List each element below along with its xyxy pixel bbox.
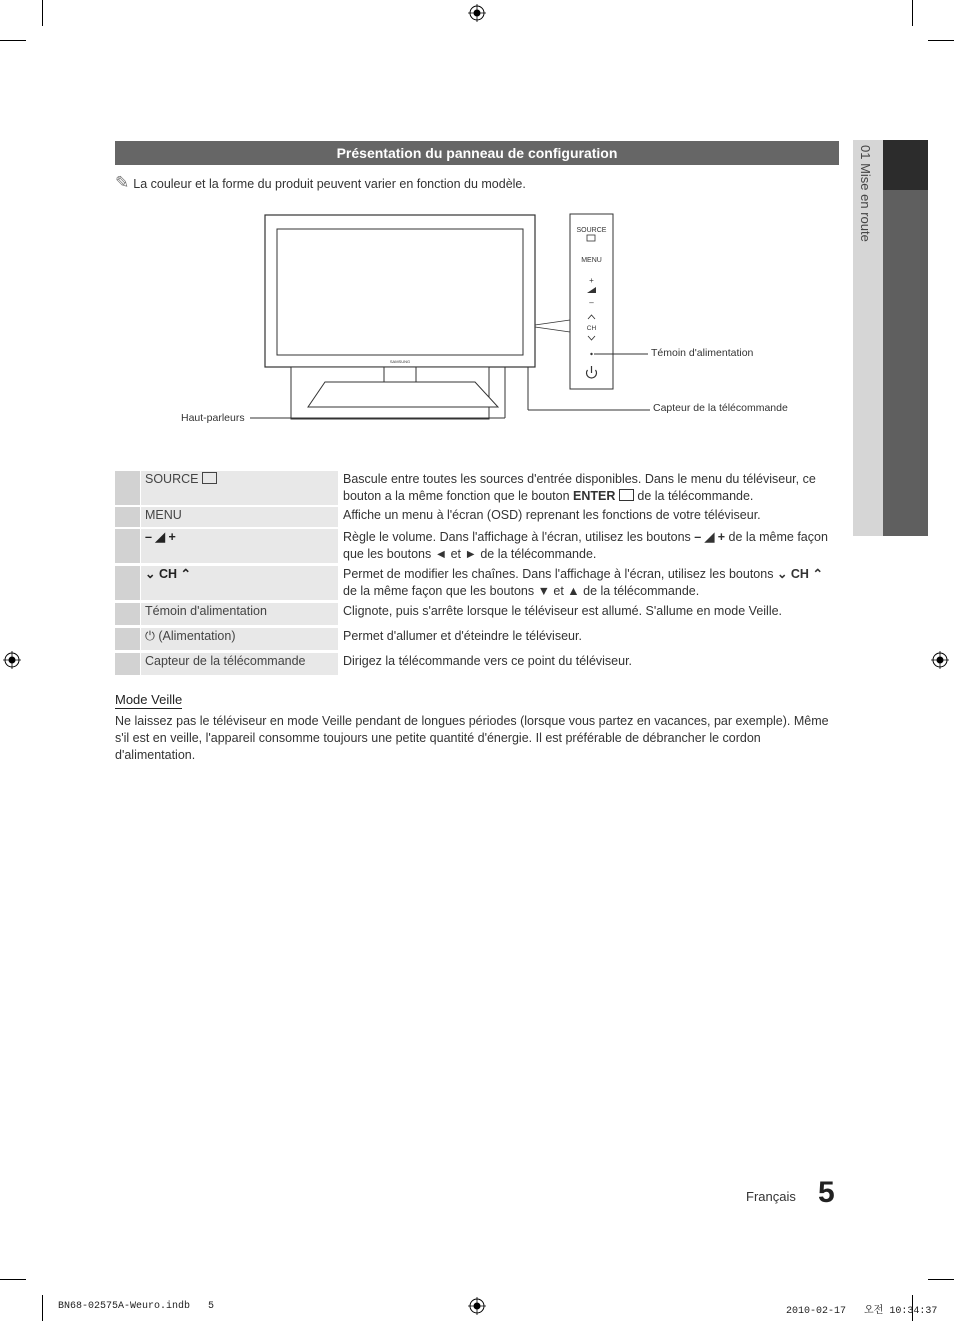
panel-ch-label: CH <box>586 325 597 332</box>
row-desc-end: de la même façon que les boutons ▼ et ▲ de la télécommande. <box>343 584 700 598</box>
row-desc: Règle le volume. Dans l'affichage à l'écran, utilisez les boutons <box>343 530 695 544</box>
panel-minus-label: – <box>589 298 594 307</box>
section-title: Présentation du panneau de configuration <box>115 141 839 165</box>
chevron-down-icon: ⌄ <box>776 567 788 581</box>
mode-veille-title: Mode Veille <box>115 692 183 707</box>
row-desc: Permet d'allumer et d'éteindre le téléviseur. <box>343 629 582 643</box>
row-desc-end: de la télécommande. <box>633 489 754 503</box>
brand-logo: SAMSUNG <box>389 359 411 364</box>
note <box>115 173 526 193</box>
crop-mark <box>0 40 26 41</box>
row-name: MENU <box>141 507 338 527</box>
tv-stand-base <box>308 382 498 407</box>
row-name: (Alimentation) <box>158 629 236 643</box>
crop-mark <box>0 1279 26 1280</box>
callout-capteur: Capteur de la télécommande <box>653 402 788 414</box>
mode-veille-text: Ne laissez pas le téléviseur en mode Veille pendant de longues périodes (lorsque vous partez en vacances, par exemple). Même s'il est en veille, l'appareil consomme toujours une petite quantité d'énergie. Il est préférable de débrancher le cordon d'alimentation. <box>115 714 829 762</box>
print-file-info: BN68-02575A-Weuro.indb 5 <box>58 1301 215 1312</box>
row-name: Témoin d'alimentation <box>141 603 338 625</box>
tv-screen <box>277 229 523 355</box>
page-number: 5 <box>818 1176 835 1209</box>
row-name: – ◢ + <box>141 529 338 563</box>
enter-icon <box>619 489 634 501</box>
callout-temoin: Témoin d'alimentation <box>651 347 754 359</box>
chevron-down-icon: ⌄ <box>145 567 156 581</box>
print-date-info: 2010-02-17 오전 10:34:37 <box>786 1306 938 1317</box>
crop-mark <box>42 1295 43 1321</box>
callout-haut-parleurs: Haut-parleurs <box>181 412 245 424</box>
power-led-icon <box>590 353 592 355</box>
crop-mark <box>928 40 954 41</box>
crop-mark <box>912 0 913 26</box>
footer-language: Français <box>746 1189 796 1204</box>
side-tab-label: 01 Mise en route <box>858 145 873 242</box>
row-desc: Affiche un menu à l'écran (OSD) reprenant les fonctions de votre téléviseur. <box>343 508 761 522</box>
crop-mark <box>42 0 43 26</box>
row-desc: Clignote, puis s'arrête lorsque le téléviseur est allumé. S'allume en mode Veille. <box>343 604 783 618</box>
registration-mark-icon <box>931 651 949 669</box>
row-name: Capteur de la télécommande <box>141 653 338 675</box>
row-name: CH <box>158 567 178 581</box>
panel-source-label: SOURCE <box>576 227 607 234</box>
row-desc-bold: – ◢ + <box>694 530 726 544</box>
enter-icon <box>202 472 217 484</box>
row-desc: Dirigez la télécommande vers ce point du téléviseur. <box>343 654 633 668</box>
note-text: La couleur et la forme du produit peuvent varier en fonction du modèle. <box>133 177 526 191</box>
row-desc: Permet de modifier les chaînes. Dans l'affichage à l'écran, utilisez les boutons <box>343 567 777 581</box>
row-desc-bold: ENTER <box>573 489 616 503</box>
registration-mark-icon <box>3 651 21 669</box>
pencil-note-icon: ✎ <box>115 173 130 192</box>
row-name: SOURCE <box>145 472 199 486</box>
row-desc-bold: CH <box>790 567 809 581</box>
panel-plus-label: + <box>589 276 594 285</box>
side-tab-marker <box>883 140 928 190</box>
chevron-up-icon: ⌃ <box>812 567 823 581</box>
row-desc-end: de la même façon que les boutons ◄ et ► de la télécommande. <box>343 530 828 561</box>
registration-mark-icon <box>468 1297 486 1315</box>
row-desc: Bascule entre toutes les sources d'entrée disponibles. Dans le menu du téléviseur, ce bouton a la même fonction que le bouton <box>343 472 816 503</box>
panel-menu-label: MENU <box>581 257 602 264</box>
tv-diagram <box>240 210 680 425</box>
power-icon: ⏻ <box>145 629 155 643</box>
side-tab-dark <box>883 140 928 536</box>
chevron-up-icon: ⌃ <box>180 567 191 581</box>
crop-mark <box>928 1279 954 1280</box>
registration-mark-icon <box>468 4 486 22</box>
